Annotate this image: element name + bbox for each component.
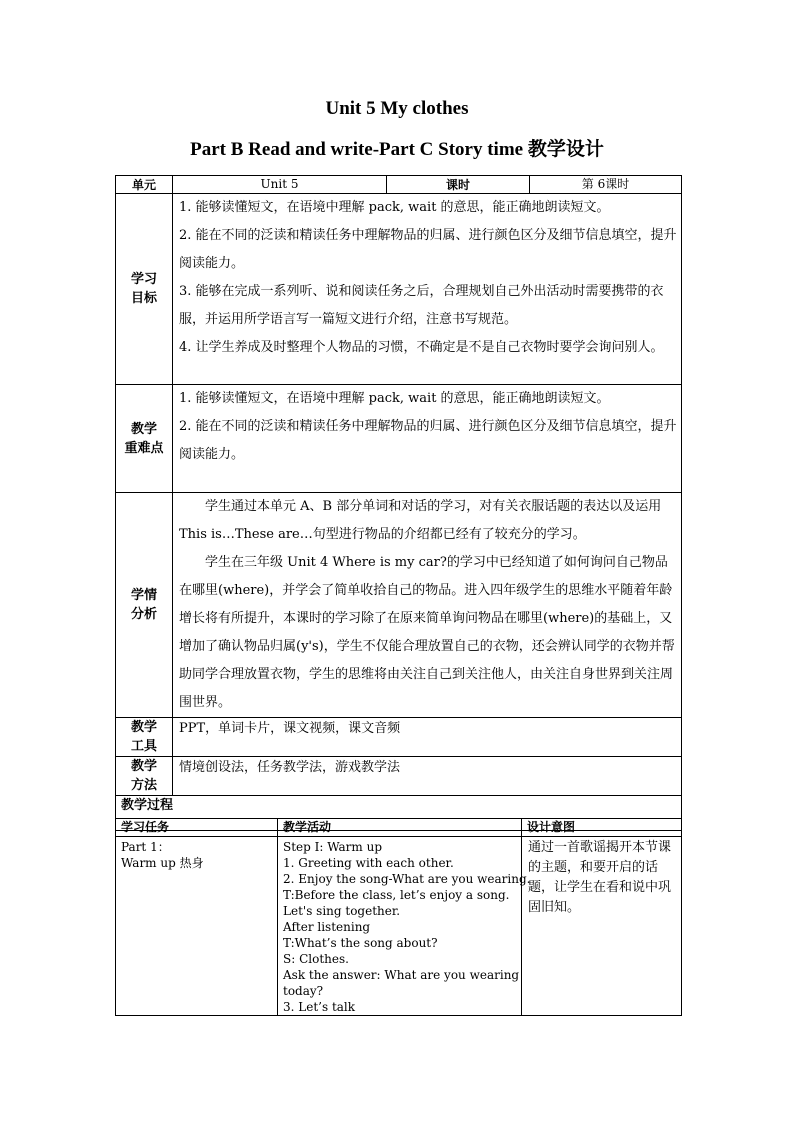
activity-line: 2. Enjoy the song-What are you wearing. [283,872,531,886]
activity-line: S: Clothes. [283,952,349,966]
key-points-content [173,385,682,493]
process-header-row [116,819,682,837]
analysis-label: 学情 分析 [116,493,173,718]
activity-line: After listening [283,920,371,934]
objective-item: 2. 能在不同的泛读和精读任务中理解物品的归属、进行颜色区分及细节信息填空，提升阅读能力。 [179,228,677,271]
objectives-label: 学习 目标 [116,194,173,385]
task-cell: Part 1： Warm up 热身 [116,837,278,1016]
unit-value: Unit 5 [173,176,387,194]
lesson-info-table [115,175,682,831]
tools-value: PPT，单词卡片，课文视频，课文音频 [173,718,682,757]
key-point-item: 2. 能在不同的泛读和精读任务中理解物品的归属、进行颜色区分及细节信息填空，提升阅读能力。 [179,419,677,462]
activity-line: 1. Greeting with each other. [283,856,454,870]
unit-row [116,176,682,194]
header-intent: 设计意图 [522,819,682,837]
unit-label: 单元 [116,176,173,194]
objective-item: 1. 能够读懂短文，在语境中理解 pack, wait 的意思，能正确地朗读短文。 [179,200,610,215]
activity-line: today? [283,984,324,998]
methods-value: 情境创设法，任务教学法，游戏教学法 [173,757,682,796]
intent-cell: 通过一首歌谣揭开本节课的主题，和要开启的话题，让学生在看和说中巩固旧知。 [522,837,682,1016]
analysis-content [173,493,682,718]
key-point-item: 1. 能够读懂短文，在语境中理解 pack, wait 的意思，能正确地朗读短文。 [179,391,610,406]
lesson-label: 课时 [387,176,530,194]
process-table [115,818,682,1016]
objective-item: 3. 能够在完成一系列听、说和阅读任务之后，合理规划自己外出活动时需要携带的衣服，并运用所学语言写一篇短文进行介绍，注意书写规范。 [179,284,664,327]
lesson-value: 第 6课时 [530,176,682,194]
methods-label: 教学 方法 [116,757,173,796]
objectives-content [173,194,682,385]
analysis-paragraph: 学生在三年级 Unit 4 Where is my car?的学习中已经知道了如何询问自己物品在哪里(where)，并学会了简单收拾自己的物品。进入四年级学生的思维水平随着年龄增长将有所提升，本课时的学习除了在原来简单询问物品在哪里(where)的基础上，又增加了确认物品归属(y's)，学生不仅能合理放置自己的衣物，还会辨认同学的衣物并帮助同学合理放置衣物，学生的思维将由关注自己到关注他人，由关注自身世界到关注周围世界。 [179,555,675,710]
process-row [116,837,682,1016]
methods-row [116,757,682,796]
key-points-label: 教学 重难点 [116,385,173,493]
document-title: Unit 5 My clothes [325,98,469,119]
activity-line: Step I: Warm up [283,840,383,854]
objective-item: 4. 让学生养成及时整理个人物品的习惯，不确定是不是自己衣物时要学会询问别人。 [179,340,664,355]
activity-line: Let's sing together. [283,904,401,918]
key-points-row [116,385,682,493]
process-label: 教学过程 [116,796,682,831]
tools-row [116,718,682,757]
header-task: 学习任务 [116,819,278,837]
activity-line: Ask the answer: What are you wearing [283,968,520,982]
document-subtitle: Part B Read and write-Part C Story time 教学设计 [190,139,604,160]
activity-line: 3. Let’s talk [283,1000,356,1014]
header-activity: 教学活动 [278,819,522,837]
objectives-row [116,194,682,385]
tools-label: 教学 工具 [116,718,173,757]
analysis-paragraph: 学生通过本单元 A、B 部分单词和对话的学习，对有关衣服话题的表达以及运用 This is…These are…句型进行物品的介绍都已经有了较充分的学习。 [179,499,662,542]
activity-line: T:Before the class, let’s enjoy a song. [283,888,510,902]
activity-cell [278,837,531,1016]
activity-line: T:What’s the song about? [283,936,438,950]
analysis-row [116,493,682,718]
